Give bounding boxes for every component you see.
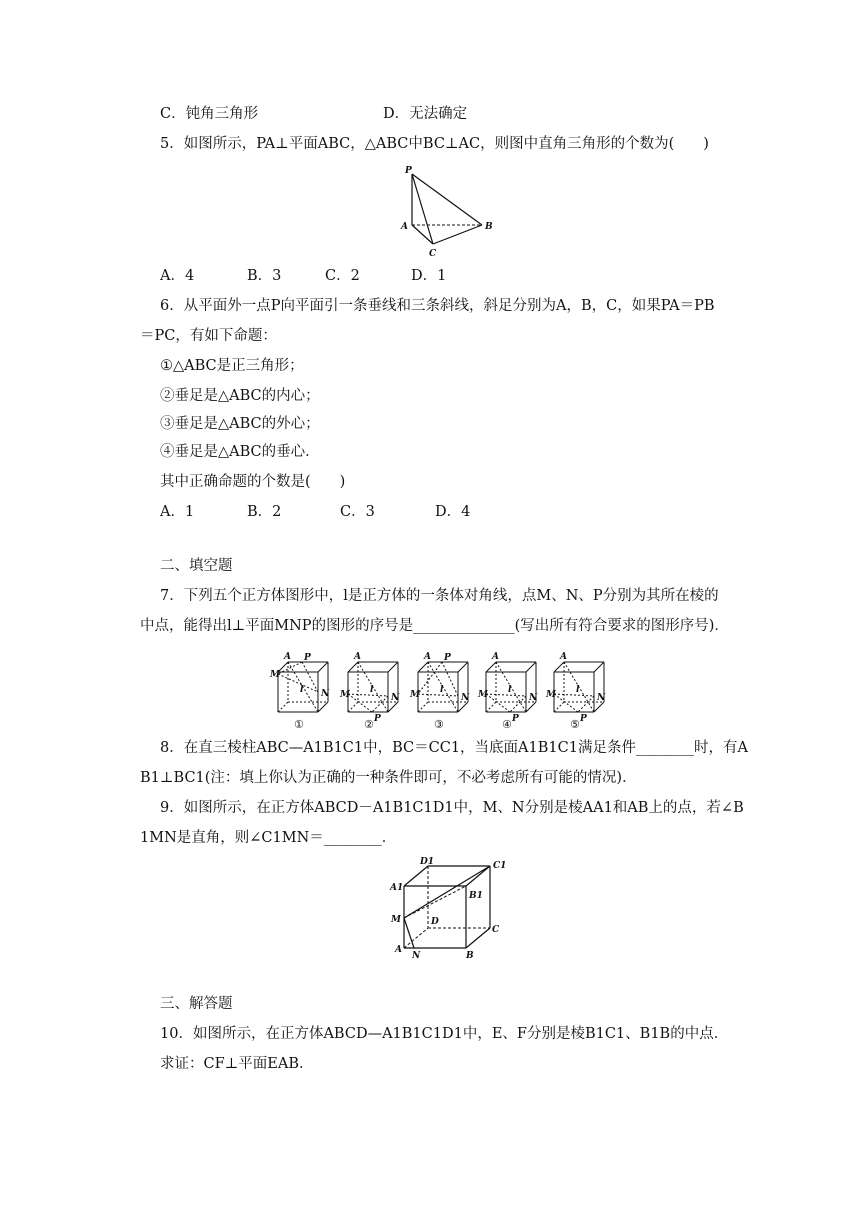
cube-edge — [348, 702, 358, 712]
q7-label-l: l — [576, 685, 580, 695]
q7-label-a: A — [284, 652, 291, 662]
cube-edge — [486, 702, 496, 712]
q7-label-m: M — [546, 690, 556, 700]
q7-label-l: l — [370, 685, 374, 695]
cube-edge — [594, 702, 604, 712]
q9-label-a: A — [395, 945, 402, 955]
cube-edge — [486, 694, 526, 696]
q9-label-m: M — [391, 915, 401, 925]
q7-label-n: N — [529, 693, 538, 703]
q4-option-d: D．无法确定 — [383, 106, 468, 122]
q9-label-b1: B1 — [469, 891, 483, 901]
q7-caption: ④ — [502, 718, 512, 731]
section-title-solve: 三、解答题 — [160, 996, 233, 1012]
q7-label-l: l — [440, 685, 444, 695]
q5-option-b: B．3 — [247, 268, 282, 284]
q5-label-a: A — [401, 222, 408, 232]
q7-label-n: N — [321, 689, 330, 699]
cube-edge — [348, 694, 388, 696]
cube-edge — [554, 694, 578, 712]
cube-edge — [318, 702, 328, 712]
q5-label-b: B — [485, 222, 493, 232]
q7-label-l: l — [508, 685, 512, 695]
cube-edge — [372, 696, 388, 712]
q9-label-d: D — [431, 917, 439, 927]
q6-stem-line1: 6．从平面外一点P向平面引一条垂线和三条斜线，斜足分别为A，B，C，如果PA＝PB — [160, 298, 715, 314]
cube-edge — [278, 702, 288, 712]
q9-label-n: N — [412, 951, 421, 961]
q6-prop-4: ④垂足是△ABC的垂心． — [160, 444, 320, 460]
q5-option-c: C．2 — [325, 268, 360, 284]
q7-caption: ② — [364, 718, 374, 731]
q7-cube-figures — [272, 648, 622, 730]
cube-edge — [458, 702, 468, 712]
q4-option-c: C．钝角三角形 — [160, 106, 259, 122]
q9-label-a1: A1 — [390, 883, 404, 893]
q6-prop-1: ①△ABC是正三角形； — [160, 358, 304, 374]
q6-ask: 其中正确命题的个数是( ) — [160, 474, 346, 490]
q7-caption: ③ — [434, 718, 444, 731]
cube-edge — [418, 662, 428, 672]
q7-label-m: M — [340, 690, 350, 700]
q7-caption: ⑤ — [570, 718, 580, 731]
cube-edge — [486, 694, 510, 712]
q8-line2: B1⊥BC1(注：填上你认为正确的一种条件即可，不必考虑所有可能的情况)． — [140, 770, 637, 786]
q7-label-p: P — [580, 714, 587, 724]
cube-edge — [526, 702, 536, 712]
q6-stem-line2: ＝PC，有如下命题： — [140, 328, 277, 344]
cube-edge — [554, 702, 564, 712]
q7-label-a: A — [424, 652, 431, 662]
q10-line1: 10．如图所示，在正方体ABCD—A1B1C1D1中，E、F分别是棱B1C1、B1B的中点． — [160, 1026, 729, 1042]
cube-edge — [526, 662, 536, 672]
q5-option-d: D．1 — [411, 268, 447, 284]
cube-edge — [418, 662, 442, 694]
cube-edge — [486, 662, 496, 672]
cube-edge — [578, 696, 594, 712]
cube-edge — [348, 694, 372, 712]
section-title-fill-in: 二、填空题 — [160, 558, 233, 574]
cube-edge — [388, 702, 398, 712]
q5-options — [160, 266, 447, 286]
q7-label-n: N — [461, 693, 470, 703]
cube-edge — [318, 662, 328, 672]
q9-cube-figure — [386, 852, 516, 962]
q9-label-c: C — [492, 925, 500, 935]
q9-label-b: B — [466, 951, 474, 961]
cube-edge — [278, 674, 318, 692]
q5-figure — [396, 162, 506, 262]
q9-label-c1: C1 — [493, 861, 507, 871]
cube-edge — [594, 662, 604, 672]
cube-edge — [388, 662, 398, 672]
cube-edge — [418, 702, 428, 712]
q6-option-d: D．4 — [435, 504, 471, 520]
cube-edge — [554, 694, 594, 696]
q7-label-m: M — [270, 670, 280, 680]
q7-label-m: M — [478, 690, 488, 700]
q8-line1: 8．在直三棱柱ABC—A1B1C1中，BC＝CC1，当底面A1B1C1满足条件________时，有A — [160, 740, 748, 756]
q6-option-b: B．2 — [247, 504, 282, 520]
cube-edge — [348, 662, 358, 672]
cube-edge — [554, 662, 564, 672]
cube-edge — [458, 662, 468, 672]
q9-label-d1: D1 — [420, 857, 435, 867]
cube-edge — [442, 662, 458, 696]
q5-label-c: C — [429, 249, 437, 259]
q7-label-n: N — [391, 693, 400, 703]
q7-label-a: A — [354, 652, 361, 662]
q9-line2: 1MN是直角，则∠C1MN＝________． — [140, 830, 397, 846]
q10-line2: 求证：CF⊥平面EAB． — [160, 1056, 314, 1072]
q7-label-a: A — [492, 652, 499, 662]
q7-label-m: M — [410, 690, 420, 700]
q6-prop-3: ③垂足是△ABC的外心； — [160, 416, 320, 432]
q6-options — [160, 502, 471, 522]
cube-edge — [510, 696, 526, 712]
q6-option-c: C．3 — [340, 504, 375, 520]
q7-label-p: P — [512, 714, 519, 724]
q6-option-a: A．1 — [160, 504, 195, 520]
cube-edge — [302, 662, 318, 692]
q7-label-n: N — [597, 693, 606, 703]
q5-stem: 5．如图所示，PA⊥平面ABC，△ABC中BC⊥AC，则图中直角三角形的个数为( ) — [160, 136, 709, 152]
q7-label-a: A — [560, 652, 567, 662]
q5-label-p: P — [405, 166, 412, 176]
q5-option-a: A．4 — [160, 268, 195, 284]
q4-options — [160, 104, 468, 124]
cube-edge — [418, 694, 458, 696]
q7-caption: ① — [294, 718, 304, 731]
q9-line1: 9．如图所示，在正方体ABCD－A1B1C1D1中，M、N分别是棱AA1和AB上的点，若∠B — [160, 800, 744, 816]
q7-label-p: P — [444, 653, 451, 663]
q7-line2: 中点，能得出l⊥平面MNP的图形的序号是______________(写出所有符合要求的图形序号)． — [140, 618, 729, 634]
q6-prop-2: ②垂足是△ABC的内心； — [160, 388, 320, 404]
q7-label-p: P — [304, 653, 311, 663]
q7-label-l: l — [300, 685, 304, 695]
q7-label-p: P — [374, 714, 381, 724]
q7-line1: 7．下列五个正方体图形中，l是正方体的一条体对角线，点M、N、P分别为其所在棱的 — [160, 588, 719, 604]
